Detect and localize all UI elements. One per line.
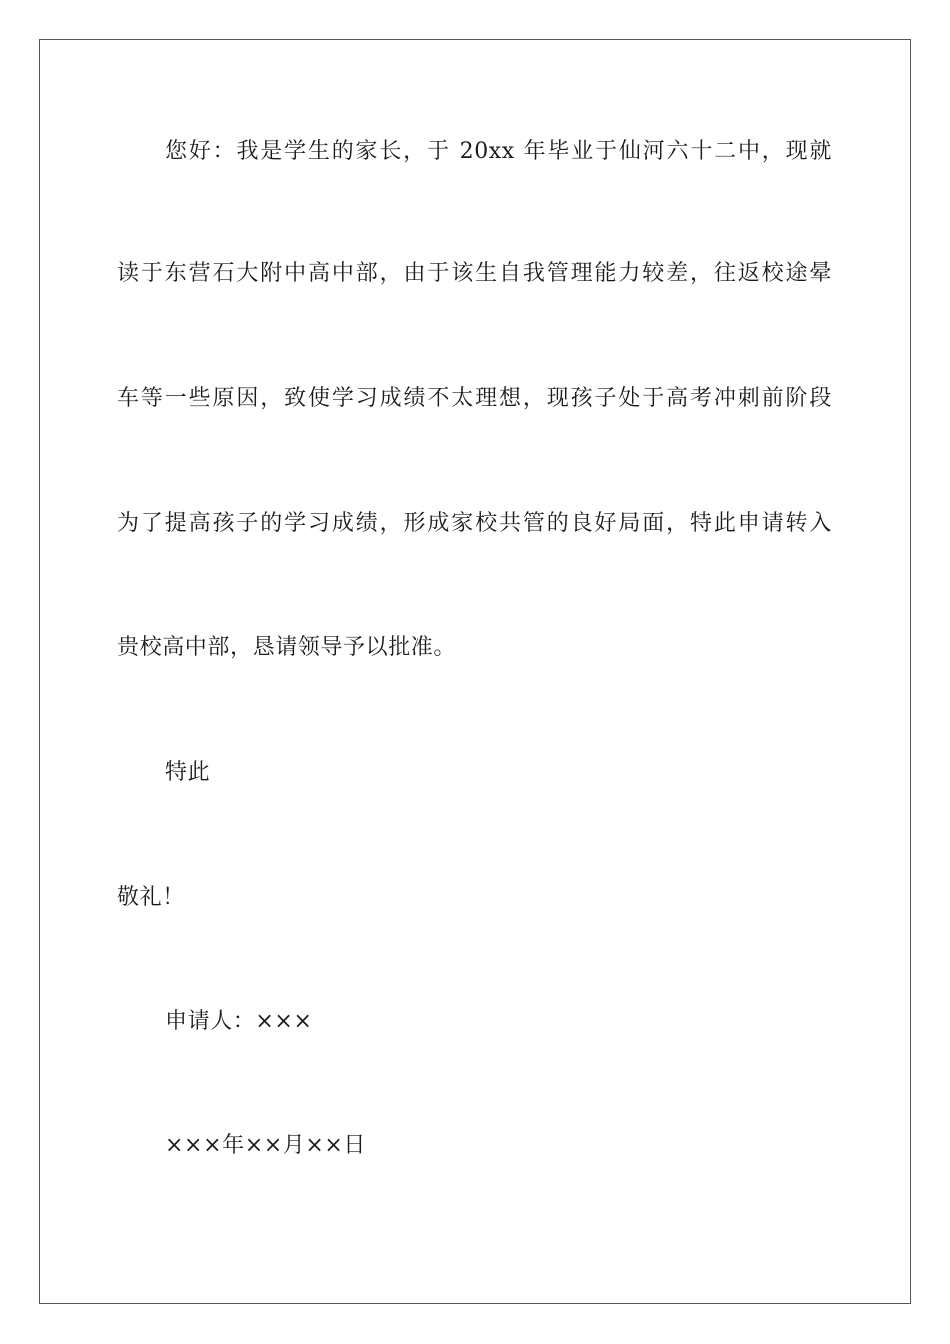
letter-body-line-3: 车等一些原因，致使学习成绩不太理想，现孩子处于高考冲刺前阶段 <box>117 386 832 411</box>
closing-salute: 敬礼！ <box>117 885 185 910</box>
letter-body-line-1: 您好：我是学生的家长，于 20xx 年毕业于仙河六十二中，现就 <box>165 139 832 164</box>
letter-body-line-4: 为了提高孩子的学习成绩，形成家校共管的良好局面，特此申请转入 <box>117 511 832 536</box>
letter-date: ×××年××月××日 <box>165 1133 367 1158</box>
page-border <box>39 39 911 1304</box>
applicant-signature: 申请人：××× <box>165 1009 313 1034</box>
letter-body-line-2: 读于东营石大附中高中部，由于该生自我管理能力较差，往返校途晕 <box>117 261 832 286</box>
closing-tecì: 特此 <box>165 760 211 785</box>
letter-body-line-5: 贵校高中部，恳请领导予以批准。 <box>117 635 457 660</box>
